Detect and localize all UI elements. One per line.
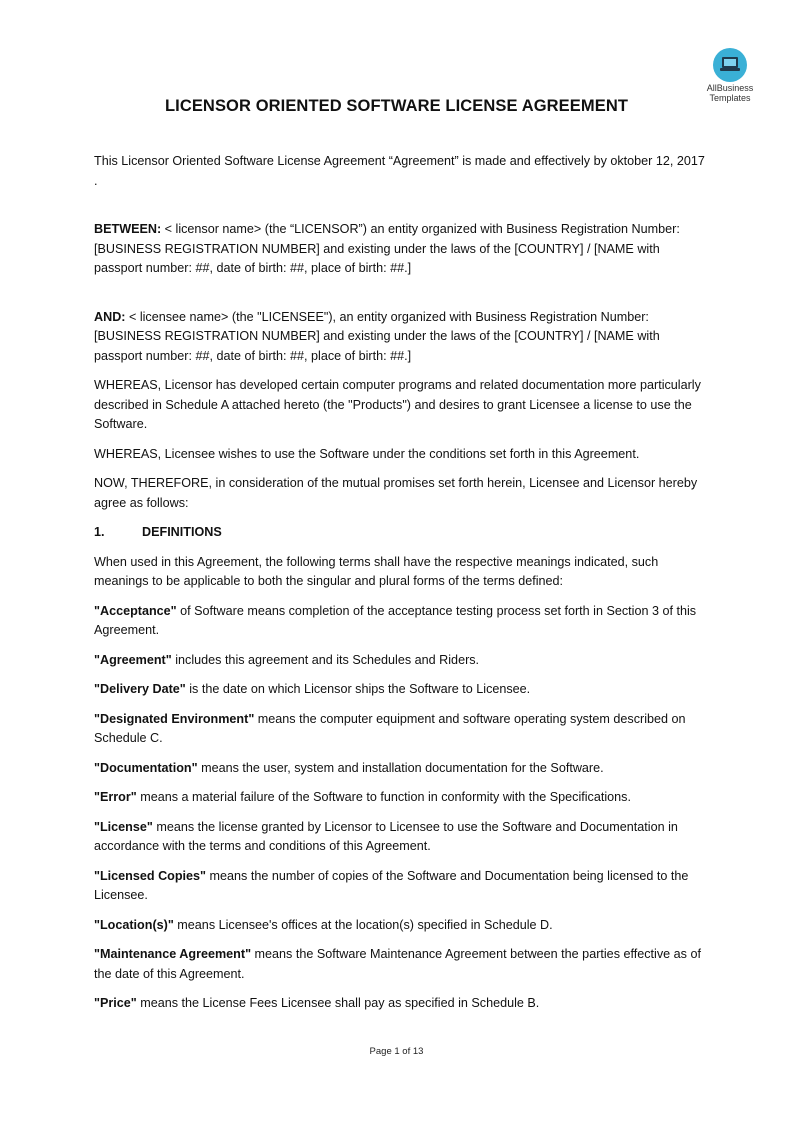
definition-delivery-date — [94, 680, 706, 700]
between-paragraph — [94, 220, 706, 279]
between-text: < licensor name> (the “LICENSOR”) an entity organized with Business Registration Number: [BUSINESS REGISTRATION NUMBER] and existing under the laws of the [COUNTRY] / [NAME with passport number: ##, date of birth: ##, place of birth: ##.] — [94, 222, 680, 275]
document-body — [94, 152, 706, 1014]
definition-price — [94, 994, 706, 1014]
section-title: DEFINITIONS — [142, 525, 222, 539]
definition-term: "Agreement" — [94, 652, 172, 667]
definition-text: means a material failure of the Software to function in conformity with the Specifications. — [136, 790, 631, 804]
definition-text: means the number of copies of the Software and Documentation being licensed to the Licensee. — [94, 868, 689, 902]
and-label: AND: — [94, 309, 126, 324]
logo-line-2: Templates — [709, 93, 751, 103]
allbusiness-templates-logo — [700, 48, 760, 103]
definition-documentation — [94, 759, 706, 779]
definition-text: of Software means completion of the acceptance testing process set forth in Section 3 of this Agreement. — [94, 603, 697, 637]
definition-text: means the user, system and installation documentation for the Software. — [197, 760, 604, 775]
definition-text: means the license granted by Licensor to Licensee to use the Software and Documentation in accordance with the terms and conditions of this Agreement. — [94, 819, 678, 853]
page-number-footer: Page 1 of 13 — [369, 1046, 424, 1057]
definition-text: includes this agreement and its Schedules and Riders. — [171, 652, 480, 667]
definition-text: means Licensee's offices at the location(s) specified in Schedule D. — [173, 917, 553, 932]
definition-term: "Delivery Date" — [94, 682, 186, 696]
definition-term: "Documentation" — [94, 760, 198, 775]
definition-text: is the date on which Licensor ships the Software to Licensee. — [185, 682, 531, 696]
laptop-icon — [713, 48, 747, 82]
intro-paragraph: This Licensor Oriented Software License Agreement “Agreement” is made and effectively by oktober 12, 2017 . — [94, 154, 705, 188]
definition-licensed-copies — [94, 867, 706, 906]
whereas-paragraph-1: WHEREAS, Licensor has developed certain computer programs and related documentation more particularly described in Schedule A attached hereto (the "Products") and desires to grant Licensee a license to use the Software. — [94, 378, 701, 431]
definition-term: "Price" — [94, 996, 137, 1010]
document-title: LICENSOR ORIENTED SOFTWARE LICENSE AGREEMENT — [164, 97, 629, 115]
section-number: 1. — [94, 525, 105, 539]
definition-term: "Error" — [94, 790, 137, 804]
definition-term: "Designated Environment" — [94, 711, 255, 726]
definition-maintenance-agreement — [94, 945, 706, 984]
definition-term: "Acceptance" — [94, 603, 177, 618]
definition-designated-environment — [94, 710, 706, 749]
definition-term: "Maintenance Agreement" — [94, 947, 252, 961]
definition-text: means the Software Maintenance Agreement between the parties effective as of the date of this Agreement. — [94, 947, 701, 981]
section-heading-definitions — [94, 523, 706, 543]
and-paragraph — [94, 308, 706, 367]
definitions-intro: When used in this Agreement, the following terms shall have the respective meanings indicated, such meanings to be applicable to both the singular and plural forms of the terms defined: — [94, 554, 659, 588]
definition-error — [94, 788, 706, 808]
definition-agreement — [94, 651, 706, 671]
definition-text: means the computer equipment and software operating system described on Schedule C. — [94, 711, 686, 745]
definition-acceptance — [94, 602, 706, 641]
now-therefore-paragraph: NOW, THEREFORE, in consideration of the mutual promises set forth herein, Licensee and Licensor hereby agree as follows: — [94, 476, 698, 510]
definition-license — [94, 818, 706, 857]
definition-term: "License" — [94, 819, 153, 834]
definition-text: means the License Fees Licensee shall pay as specified in Schedule B. — [136, 996, 540, 1010]
between-label: BETWEEN: — [94, 222, 162, 236]
definition-term: "Location(s)" — [94, 917, 174, 932]
definition-locations — [94, 916, 706, 936]
logo-line-1: AllBusiness — [706, 83, 754, 93]
whereas-paragraph-2: WHEREAS, Licensee wishes to use the Software under the conditions set forth in this Agreement. — [94, 446, 640, 461]
and-text: < licensee name> (the "LICENSEE"), an entity organized with Business Registration Number: [BUSINESS REGISTRATION NUMBER] and existing under the laws of the [COUNTRY] / [NAME with passport number: ##, date of birth: ##, place of birth: ##.] — [94, 309, 660, 363]
definition-term: "Licensed Copies" — [94, 868, 207, 883]
